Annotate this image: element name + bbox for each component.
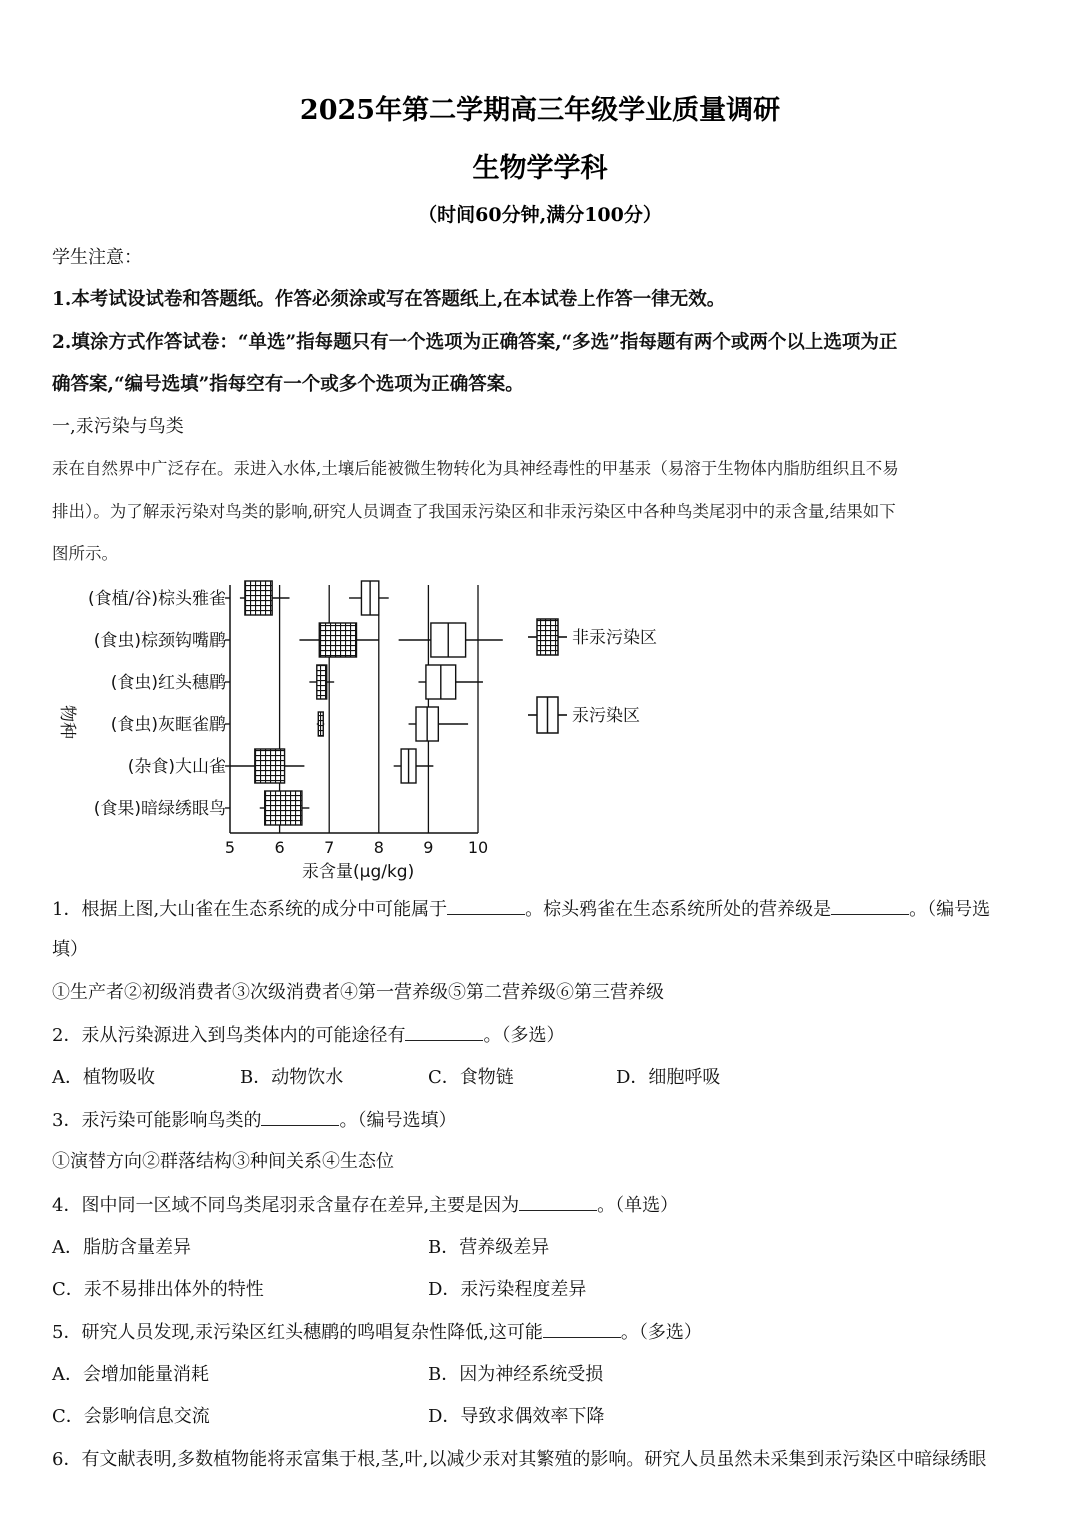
q4-option-d[interactable]: D．汞污染程度差异 (428, 1279, 587, 1300)
intro-line-3: 图所示。 (52, 544, 118, 563)
box-nonpolluted (255, 749, 285, 783)
q1-blank-2[interactable] (831, 896, 909, 915)
box-nonpolluted (245, 581, 272, 615)
box-nonpolluted (319, 623, 356, 657)
q2-option-a[interactable]: A．植物吸收 (52, 1067, 155, 1088)
q5-blank[interactable] (543, 1319, 621, 1338)
notice-item-2-cont: 确答案,“编号选填”指每空有一个或多个选项为正确答案。 (52, 374, 524, 395)
x-tick-label: 9 (423, 838, 434, 857)
q5-option-a[interactable]: A．会增加能量消耗 (52, 1364, 209, 1385)
intro-line-2: 排出）。为了解汞污染对鸟类的影响,研究人员调查了我国汞污染区和非汞污染区中各种鸟类尾羽中的汞含量,结果如下 (52, 502, 896, 521)
section-title: 一,汞污染与鸟类 (52, 416, 184, 437)
x-tick-label: 5 (224, 838, 236, 857)
y-category-label: (食虫)棕颈钩嘴鹛 (93, 631, 226, 651)
q1-text-b: 。棕头鸦雀在生态系统所处的营养级是 (525, 899, 832, 920)
q3-blank[interactable] (261, 1107, 339, 1126)
q1-blank-1[interactable] (447, 896, 525, 915)
notice-item-2: 2.填涂方式作答试卷：“单选”指每题只有一个选项为正确答案,“多选”指每题有两个或两个以上选项为正 (52, 332, 898, 353)
q1-text-a: 1．根据上图,大山雀在生态系统的成分中可能属于 (52, 899, 448, 920)
y-axis-title: 物种 (57, 705, 77, 739)
q2-text-b: 。（多选） (483, 1025, 565, 1046)
q2-option-d[interactable]: D．细胞呼吸 (616, 1067, 721, 1088)
q2-blank[interactable] (405, 1022, 483, 1041)
question-2 (52, 1022, 1037, 1049)
intro-line-1: 汞在自然界中广泛存在。汞进入水体,土壤后能被微生物转化为具神经毒性的甲基汞（易溶于生物体内脂肪组织且不易 (52, 459, 899, 478)
question-4 (52, 1192, 1037, 1219)
subject-title: 生物学学科 (472, 153, 608, 184)
q5-text-b: 。（多选） (620, 1322, 702, 1343)
q2-option-c[interactable]: C．食物链 (428, 1067, 514, 1088)
x-tick-label: 6 (274, 838, 285, 857)
y-category-label: (食果)暗绿绣眼鸟 (93, 799, 226, 819)
y-category-label: (食虫)红头穗鹛 (110, 673, 226, 693)
q4-option-c[interactable]: C．汞不易排出体外的特性 (52, 1279, 264, 1300)
q4-option-b[interactable]: B．营养级差异 (428, 1237, 550, 1258)
x-tick-label: 7 (324, 838, 335, 857)
q2-option-b[interactable]: B．动物饮水 (240, 1067, 344, 1088)
y-category-label: (杂食)大山雀 (127, 757, 226, 777)
question-1-cont: 填） (52, 939, 88, 960)
legend-label-nonpolluted: 非汞污染区 (572, 628, 657, 648)
q5-text-a: 5．研究人员发现,汞污染区红头穗鹛的鸣唱复杂性降低,这可能 (52, 1322, 543, 1343)
q4-option-a[interactable]: A．脂肪含量差异 (52, 1237, 191, 1258)
q4-text-b: 。（单选） (597, 1195, 679, 1216)
y-category-label: (食虫)灰眶雀鹛 (110, 715, 226, 735)
notice-item-1: 1.本考试设试卷和答题纸。作答必须涂或写在答题纸上,在本试卷上作答一律无效。 (52, 289, 726, 310)
q5-option-b[interactable]: B．因为神经系统受损 (428, 1364, 604, 1385)
q4-text-a: 4．图中同一区域不同鸟类尾羽汞含量存在差异,主要是因为 (52, 1195, 520, 1216)
q3-text-a: 3．汞污染可能影响鸟类的 (52, 1110, 262, 1131)
question-1 (52, 896, 1037, 923)
y-category-label: (食植/谷)棕头雅雀 (88, 589, 226, 609)
mercury-boxplot-chart (40, 575, 720, 885)
question-3-options: ①演替方向②群落结构③种间关系④生态位 (52, 1151, 394, 1172)
notice-heading: 学生注意： (52, 247, 142, 268)
time-info: （时间60分钟,满分100分） (418, 204, 662, 226)
x-tick-label: 10 (467, 838, 489, 857)
q5-option-c[interactable]: C．会影响信息交流 (52, 1406, 210, 1427)
q5-option-d[interactable]: D．导致求偶效率下降 (428, 1406, 605, 1427)
question-1-options: ①生产者②初级消费者③次级消费者④第一营养级⑤第二营养级⑥第三营养级 (52, 982, 664, 1003)
legend-label-polluted: 汞污染区 (572, 706, 640, 726)
x-axis-title: 汞含量(μg/kg) (302, 862, 415, 882)
box-nonpolluted (317, 665, 327, 699)
q4-blank[interactable] (519, 1192, 597, 1211)
q2-text-a: 2．汞从污染源进入到鸟类体内的可能途径有 (52, 1025, 406, 1046)
legend (528, 619, 657, 733)
question-6: 6．有文献表明,多数植物能将汞富集于根,茎,叶,以减少汞对其繁殖的影响。研究人员虽然未采集到汞污染区中暗绿绣眼 (52, 1449, 987, 1470)
box-nonpolluted (318, 712, 323, 736)
exam-title: 2025年第二学期高三年级学业质量调研 (299, 95, 781, 126)
q1-text-c: 。（编号选 (909, 899, 991, 920)
q3-text-b: 。（编号选填） (339, 1110, 457, 1131)
box-nonpolluted (265, 791, 302, 825)
question-5 (52, 1319, 1037, 1346)
question-3 (52, 1107, 1037, 1134)
legend-swatch-nonpolluted (537, 619, 558, 655)
x-tick-label: 8 (373, 838, 384, 857)
